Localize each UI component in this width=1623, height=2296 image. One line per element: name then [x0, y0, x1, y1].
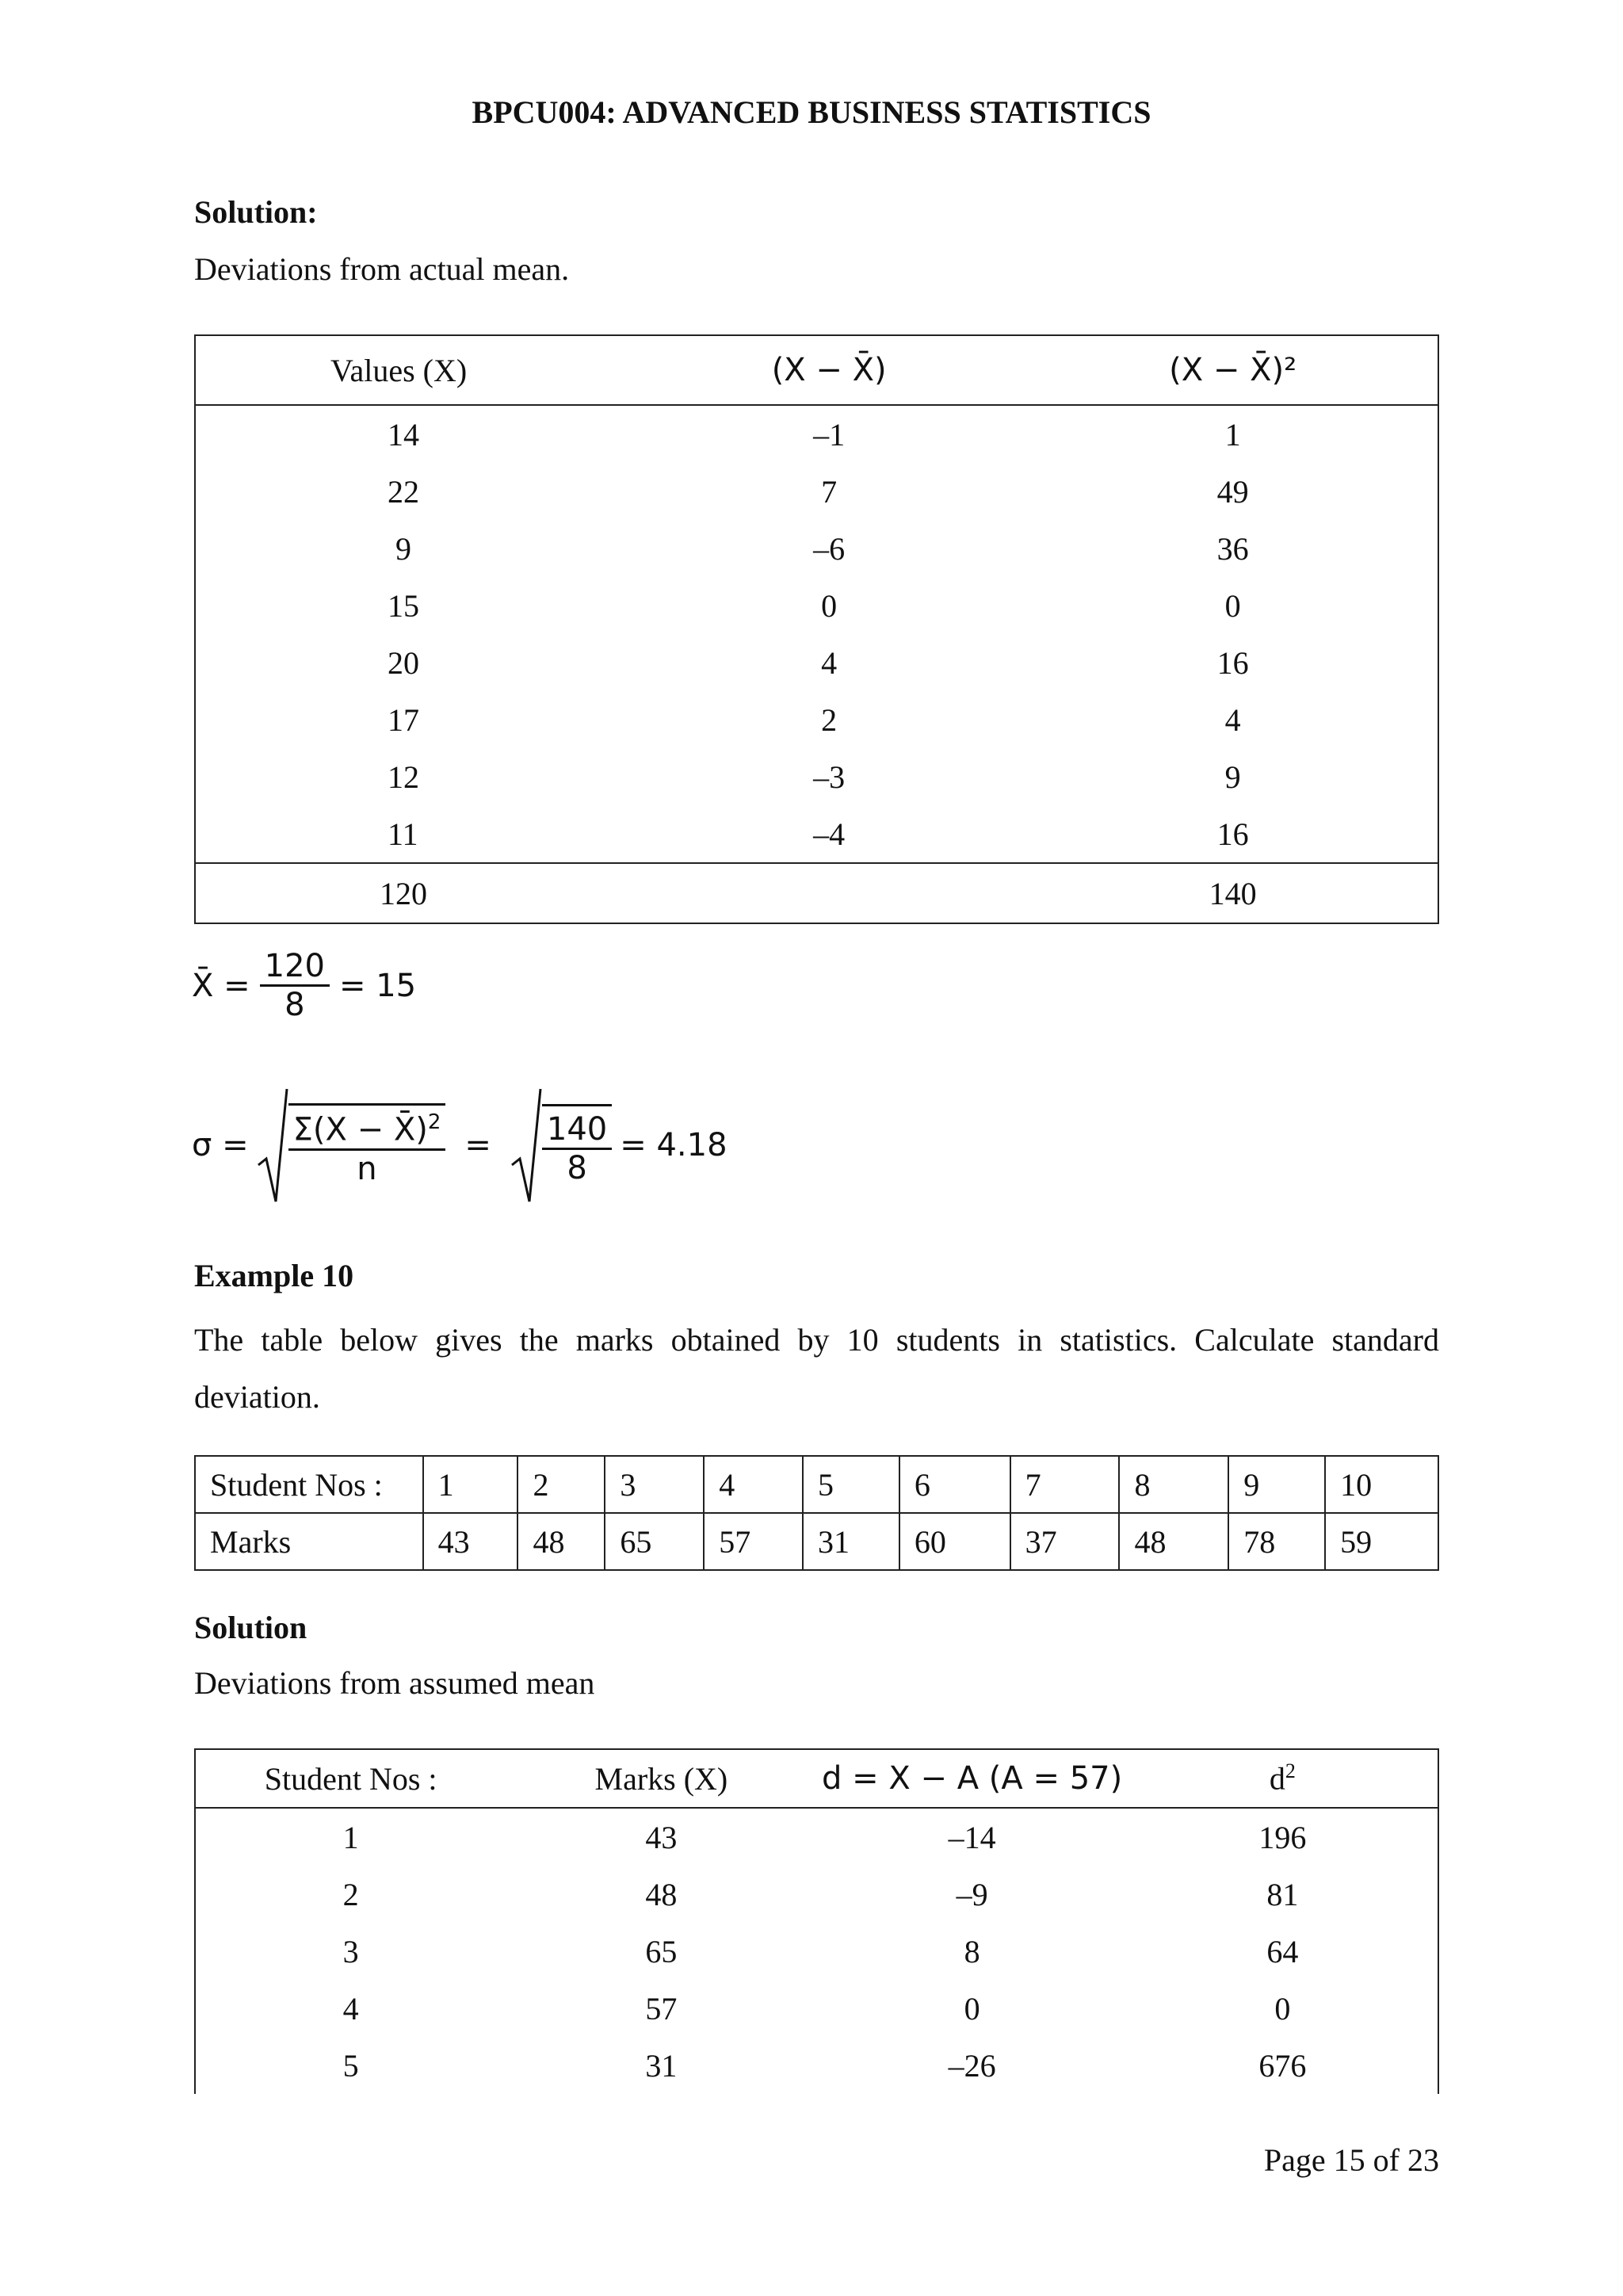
marks-cell: 59 [1325, 1513, 1438, 1570]
solution2-heading: Solution [194, 1610, 307, 1645]
table-cell: 16 [1216, 644, 1249, 681]
student-number-cell: 8 [1119, 1456, 1228, 1513]
student-number-cell: 2 [517, 1456, 605, 1513]
table-cell: 4 [342, 1990, 359, 2027]
example-heading: Example 10 [194, 1258, 354, 1293]
marks-cell: 31 [803, 1513, 899, 1570]
table-cell: 12 [388, 758, 419, 795]
table-cell: 14 [388, 416, 419, 453]
sd-numerator-2: 140 [542, 1111, 612, 1150]
table-row [195, 577, 1438, 634]
deviations-assumed-mean-table [194, 1748, 1439, 2094]
sd-rhs: = 4.18 [620, 1127, 727, 1163]
sd-fraction-2 [542, 1104, 612, 1186]
table-cell: 676 [1258, 2047, 1307, 2084]
marks-cell: 43 [423, 1513, 518, 1570]
column-header-exponent: 2 [1285, 1759, 1296, 1783]
table-cell: 16 [1216, 816, 1249, 852]
marks-cell: 48 [517, 1513, 605, 1570]
table-total-row [195, 863, 1438, 923]
table-header-row [195, 335, 1438, 405]
table-row [195, 405, 1438, 463]
radical-sign-icon [257, 1086, 288, 1205]
mean-fraction [260, 948, 330, 1023]
table-cell: –9 [956, 1876, 988, 1912]
table-row [195, 1808, 1438, 1866]
table-cell: 57 [645, 1990, 678, 2027]
student-number-cell: 5 [803, 1456, 899, 1513]
table-cell: 2 [821, 701, 838, 738]
total-cell: 120 [195, 863, 630, 923]
column-header-text: d [1269, 1760, 1285, 1797]
table-row [195, 1923, 1438, 1980]
mean-lhs: X̄ = [192, 967, 250, 1004]
table-row [195, 463, 1438, 520]
row-label: Student Nos : [195, 1456, 423, 1513]
student-number-cell: 4 [704, 1456, 803, 1513]
table-row [195, 1866, 1438, 1923]
column-header: (X − X̄) [630, 335, 1028, 405]
table-cell: 81 [1266, 1876, 1299, 1912]
student-number-cell: 7 [1010, 1456, 1120, 1513]
table-cell: –26 [948, 2047, 996, 2084]
marks-cell: 60 [899, 1513, 1010, 1570]
table-cell: 8 [964, 1933, 980, 1969]
table-cell: –14 [948, 1819, 996, 1855]
table-cell: 15 [388, 587, 419, 624]
total-cell: 140 [1028, 863, 1438, 923]
table-cell: 1 [342, 1819, 359, 1855]
marks-cell: 57 [704, 1513, 803, 1570]
table-cell: 36 [1216, 530, 1249, 567]
total-cell [630, 863, 1028, 923]
table-cell: 196 [1258, 1819, 1307, 1855]
sd-equals: = [464, 1127, 491, 1163]
marks-row [195, 1513, 1438, 1570]
table-row [195, 805, 1438, 863]
table-cell: 48 [645, 1876, 678, 1912]
column-header: Marks (X) [506, 1749, 816, 1808]
table-cell: 22 [388, 473, 419, 510]
table-cell: 31 [645, 2047, 678, 2084]
mean-rhs: = 15 [339, 967, 417, 1004]
table-cell: 49 [1216, 473, 1249, 510]
mean-numerator: 120 [260, 948, 330, 987]
sd-denominator-1: n [357, 1150, 377, 1187]
table-cell: 0 [1274, 1990, 1291, 2027]
column-header [1128, 1749, 1438, 1808]
solution-subtitle: Deviations from actual mean. [194, 251, 570, 287]
marks-cell: 78 [1228, 1513, 1325, 1570]
student-marks-table [194, 1455, 1439, 1571]
table-cell: 11 [388, 816, 418, 852]
sd-lhs: σ = [192, 1127, 249, 1163]
student-number-cell: 9 [1228, 1456, 1325, 1513]
deviations-actual-mean-table [194, 334, 1439, 924]
marks-cell: 65 [605, 1513, 704, 1570]
document-header: BPCU004: ADVANCED BUSINESS STATISTICS [472, 94, 1151, 130]
table-cell: –1 [813, 416, 846, 453]
solution2-subtitle: Deviations from assumed mean [194, 1665, 595, 1701]
table-cell: 9 [395, 530, 411, 567]
row-label: Marks [195, 1513, 423, 1570]
student-number-cell: 1 [423, 1456, 518, 1513]
marks-cell: 48 [1119, 1513, 1228, 1570]
sd-numerator-1 [288, 1110, 446, 1150]
student-number-cell: 3 [605, 1456, 704, 1513]
mean-denominator: 8 [285, 987, 305, 1023]
table-row [195, 2037, 1438, 2094]
table-row [195, 748, 1438, 805]
student-number-cell: 10 [1325, 1456, 1438, 1513]
table-cell: 7 [821, 473, 838, 510]
radical-sign-icon [510, 1086, 542, 1205]
table-cell: –6 [813, 530, 846, 567]
table-cell: –3 [813, 758, 846, 795]
column-header: Values (X) [195, 335, 630, 405]
column-header: Student Nos : [195, 1749, 506, 1808]
table-row [195, 691, 1438, 748]
table-cell: 3 [342, 1933, 359, 1969]
table-cell: 65 [645, 1933, 678, 1969]
solution-heading: Solution: [194, 194, 318, 230]
table-cell: 20 [388, 644, 419, 681]
table-cell: –4 [813, 816, 846, 852]
table-header-row [195, 1749, 1438, 1808]
table-cell: 0 [1224, 587, 1241, 624]
table-cell: 9 [1224, 758, 1241, 795]
sd-formula [192, 1086, 727, 1205]
page-number: Page 15 of 23 [1263, 2142, 1439, 2178]
table-cell: 17 [388, 701, 419, 738]
table-row [195, 1980, 1438, 2037]
mean-formula [192, 948, 416, 1023]
example-text: The table below gives the marks obtained by 10 students in statistics. Calculate standard deviation. [194, 1322, 1439, 1415]
table-cell: 4 [1224, 701, 1241, 738]
sd-denominator-2: 8 [567, 1150, 587, 1186]
table-cell: 5 [342, 2047, 359, 2084]
sd-exponent: 2 [427, 1110, 441, 1135]
column-header: (X − X̄)² [1028, 335, 1438, 405]
table-row [195, 520, 1438, 577]
table-cell: 0 [821, 587, 838, 624]
student-nos-row [195, 1456, 1438, 1513]
table-cell: 64 [1266, 1933, 1299, 1969]
student-number-cell: 6 [899, 1456, 1010, 1513]
table-cell: 43 [645, 1819, 678, 1855]
marks-cell: 37 [1010, 1513, 1120, 1570]
table-row [195, 634, 1438, 691]
column-header: d = X − A (A = 57) [817, 1749, 1128, 1808]
sd-numerator-text: Σ(X − X̄) [292, 1111, 428, 1148]
table-cell: 2 [342, 1876, 359, 1912]
sd-fraction-1 [288, 1103, 446, 1186]
table-cell: 4 [821, 644, 838, 681]
table-cell: 0 [964, 1990, 980, 2027]
table-cell: 1 [1224, 416, 1241, 453]
